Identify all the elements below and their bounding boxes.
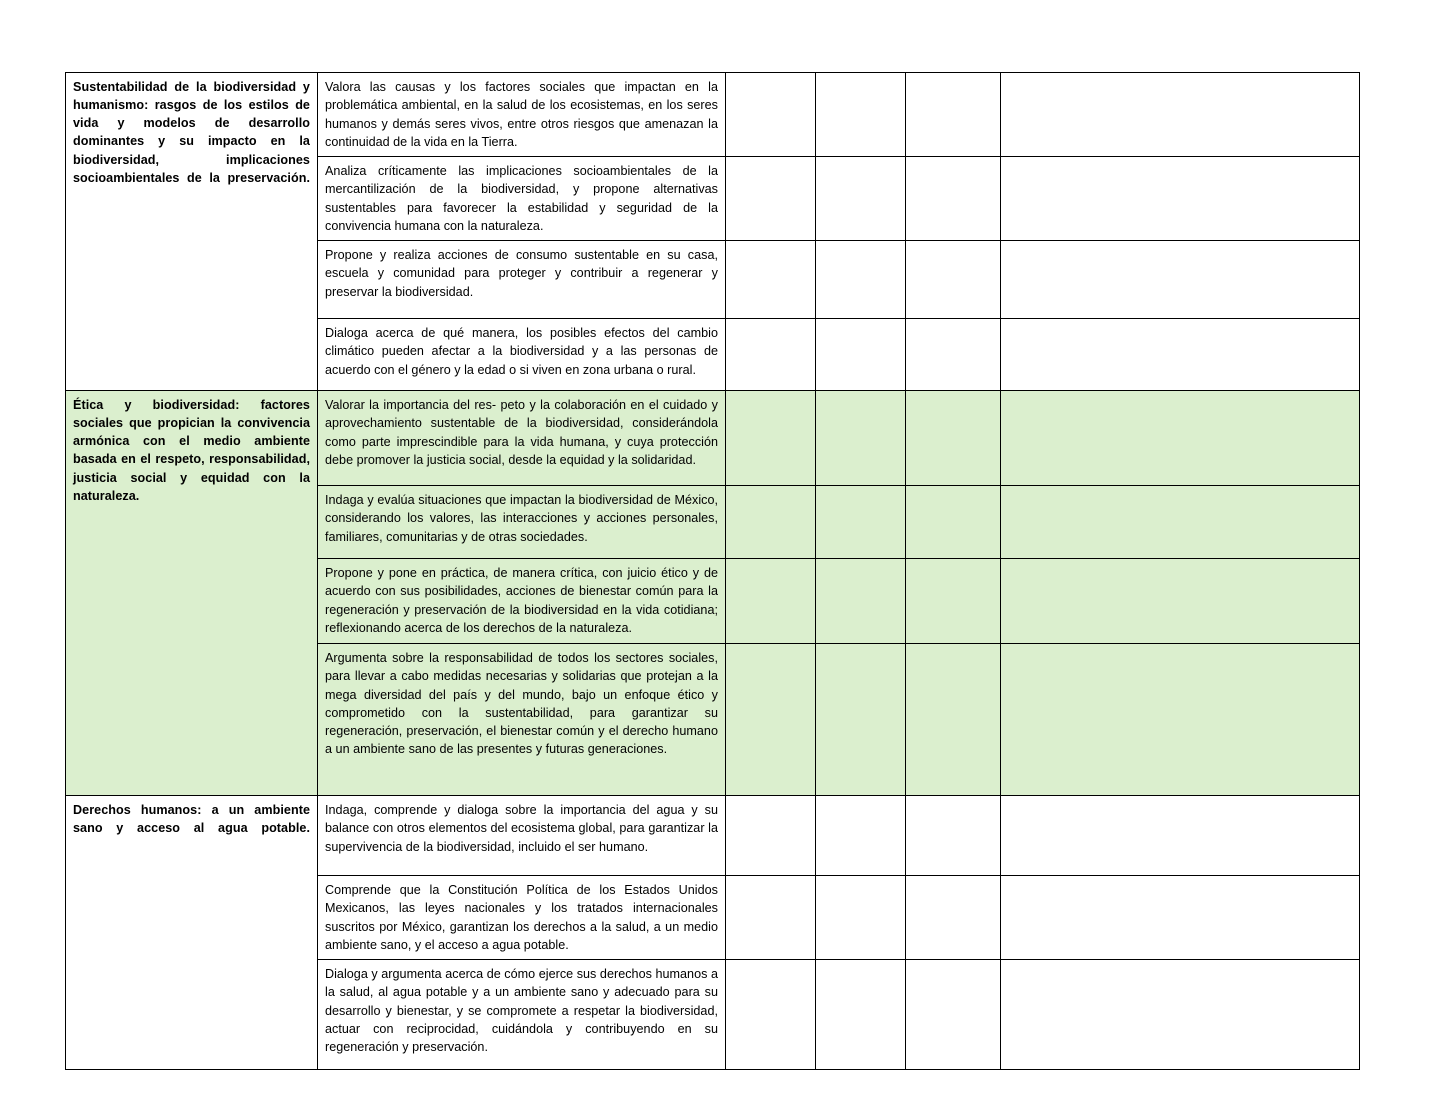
empty-cell-col5[interactable] [906,73,1001,157]
empty-cell-col6[interactable] [1001,796,1360,876]
empty-cell-col3[interactable] [726,559,816,644]
empty-cell-col4[interactable] [816,486,906,559]
table-row [66,391,1360,486]
empty-cell-col5[interactable] [906,796,1001,876]
empty-cell-col5[interactable] [906,391,1001,486]
empty-cell-col6[interactable] [1001,391,1360,486]
description-cell: Propone y realiza acciones de consumo sustentable en su casa, escuela y comunidad para proteger y contribuir a regenerar y preservar la biodiversidad. [318,241,726,319]
empty-cell-col4[interactable] [816,391,906,486]
empty-cell-col6[interactable] [1001,319,1360,391]
empty-cell-col5[interactable] [906,876,1001,960]
empty-cell-col4[interactable] [816,319,906,391]
description-cell: Dialoga acerca de qué manera, los posibles efectos del cambio climático pueden afectar a la biodiversidad y a las personas de acuerdo con el género y la edad o si viven en zona urbana o rural. [318,319,726,391]
empty-cell-col6[interactable] [1001,73,1360,157]
empty-cell-col5[interactable] [906,486,1001,559]
empty-cell-col4[interactable] [816,241,906,319]
empty-cell-col4[interactable] [816,73,906,157]
empty-cell-col4[interactable] [816,796,906,876]
description-cell: Dialoga y argumenta acerca de cómo ejerce sus derechos humanos a la salud, al agua potable y a un ambiente sano y adecuado para su desarrollo y bienestar, y se compromete a respetar la biodiversidad, actuar con reciprocidad, cuidándola y contribuyendo en su regeneración y preservación. [318,960,726,1070]
table-body [66,73,1360,1070]
empty-cell-col3[interactable] [726,319,816,391]
empty-cell-col4[interactable] [816,559,906,644]
empty-cell-col4[interactable] [816,960,906,1070]
empty-cell-col6[interactable] [1001,960,1360,1070]
table-row [66,73,1360,157]
empty-cell-col4[interactable] [816,644,906,796]
empty-cell-col5[interactable] [906,644,1001,796]
empty-cell-col3[interactable] [726,796,816,876]
empty-cell-col6[interactable] [1001,486,1360,559]
theme-cell-etica: Ética y biodiversidad: factores sociales que propician la convivencia armónica con el medio ambiente basada en el respeto, responsabilidad, justicia social y equidad con la naturaleza. [66,391,318,796]
curriculum-table [65,72,1360,1070]
description-cell: Indaga y evalúa situaciones que impactan la biodiversidad de México, considerando los valores, las interacciones y acciones personales, familiares, comunitarias y de otras sociedades. [318,486,726,559]
empty-cell-col3[interactable] [726,644,816,796]
description-cell: Propone y pone en práctica, de manera crítica, con juicio ético y de acuerdo con sus posibilidades, acciones de bienestar común para la regeneración y preservación de la biodiversidad en la vida cotidiana; reflexionando acerca de los derechos de la naturaleza. [318,559,726,644]
empty-cell-col5[interactable] [906,241,1001,319]
empty-cell-col6[interactable] [1001,559,1360,644]
empty-cell-col6[interactable] [1001,157,1360,241]
theme-cell-sustentabilidad: Sustentabilidad de la biodiversidad y humanismo: rasgos de los estilos de vida y modelos de desarrollo dominantes y su impacto en la biodiversidad, implicaciones socioambientales de la preservación. [66,73,318,391]
empty-cell-col3[interactable] [726,391,816,486]
empty-cell-col3[interactable] [726,960,816,1070]
empty-cell-col3[interactable] [726,241,816,319]
description-cell: Argumenta sobre la responsabilidad de todos los sectores sociales, para llevar a cabo medidas necesarias y solidarias que protejan a la mega diversidad del país y del mundo, bajo un enfoque ético y comprometido con la sustentabilidad, para garantizar su regeneración, preservación, el bienestar común y el derecho humano a un ambiente sano de las presentes y futuras generaciones. [318,644,726,796]
description-cell: Indaga, comprende y dialoga sobre la importancia del agua y su balance con otros elementos del ecosistema global, para garantizar la supervivencia de la biodiversidad, incluido el ser humano. [318,796,726,876]
description-cell: Valora las causas y los factores sociales que impactan en la problemática ambiental, en la salud de los ecosistemas, en los seres humanos y demás seres vivos, entre otros riesgos que amenazan la continuidad de la vida en la Tierra. [318,73,726,157]
empty-cell-col5[interactable] [906,157,1001,241]
description-cell: Comprende que la Constitución Política de los Estados Unidos Mexicanos, las leyes nacionales y los tratados internacionales suscritos por México, garantizan los derechos a la salud, a un medio ambiente sano, y el acceso a agua potable. [318,876,726,960]
description-cell: Valorar la importancia del res- peto y la colaboración en el cuidado y aprovechamiento sustentable de la biodiversidad, considerándola como parte imprescindible para la vida humana, y cuya protección debe promover la justicia social, desde la equidad y la solidaridad. [318,391,726,486]
empty-cell-col6[interactable] [1001,241,1360,319]
description-cell: Analiza críticamente las implicaciones socioambientales de la mercantilización de la biodiversidad, y propone alternativas sustentables para favorecer la estabilidad y seguridad de la convivencia humana con la naturaleza. [318,157,726,241]
empty-cell-col3[interactable] [726,486,816,559]
empty-cell-col6[interactable] [1001,876,1360,960]
theme-cell-derechos-humanos: Derechos humanos: a un ambiente sano y acceso al agua potable. [66,796,318,1070]
empty-cell-col3[interactable] [726,876,816,960]
empty-cell-col5[interactable] [906,319,1001,391]
empty-cell-col6[interactable] [1001,644,1360,796]
empty-cell-col5[interactable] [906,559,1001,644]
empty-cell-col4[interactable] [816,157,906,241]
empty-cell-col5[interactable] [906,960,1001,1070]
empty-cell-col3[interactable] [726,73,816,157]
empty-cell-col3[interactable] [726,157,816,241]
empty-cell-col4[interactable] [816,876,906,960]
table-row [66,796,1360,876]
table-container [65,72,1359,1070]
